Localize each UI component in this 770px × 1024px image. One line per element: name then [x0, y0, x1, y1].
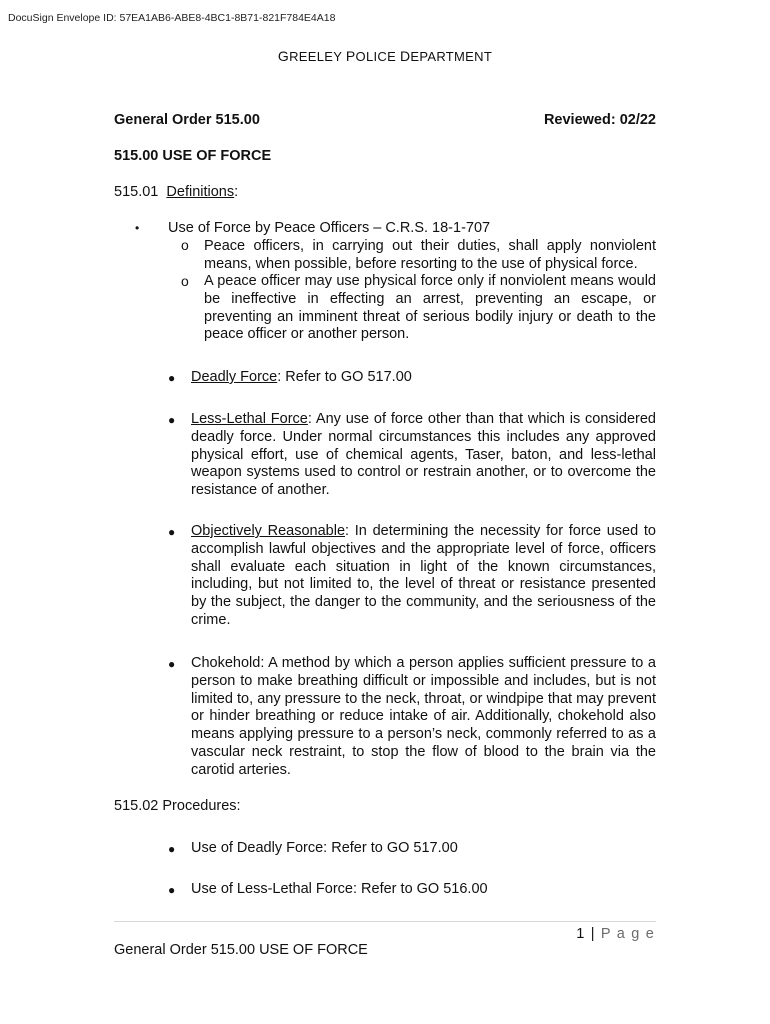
- definition-deadly-force: Deadly Force: Refer to GO 517.00: [191, 369, 412, 385]
- crs-subitem-1: Peace officers, in carrying out their duties, shall apply nonviolent means, when possible, before resorting to the use of physical force.: [204, 238, 656, 272]
- bullet-icon: ●: [168, 842, 176, 856]
- bullet-icon: ●: [168, 883, 176, 897]
- bullet-icon: •: [135, 221, 140, 235]
- bullet-icon: ●: [168, 371, 176, 385]
- section-definitions-heading: 515.01 Definitions:: [114, 184, 239, 200]
- bullet-icon: ●: [168, 657, 176, 671]
- sub-bullet-icon: o: [181, 273, 189, 289]
- order-title: 515.00 USE OF FORCE: [114, 148, 272, 164]
- general-order-number: General Order 515.00: [114, 112, 260, 128]
- bullet-icon: ●: [168, 413, 176, 427]
- page-number: 1 | P a g e: [576, 926, 655, 942]
- sub-bullet-icon: o: [181, 237, 189, 253]
- reviewed-date: Reviewed: 02/22: [543, 112, 656, 128]
- definition-less-lethal-force: Less-Lethal Force: Any use of force other than that which is considered deadly force. Under normal circumstances this includes any approved physical effort, use of chemical agents, Taser, baton, and less-lethal weapon systems used to control or restrain another, or to overcome the resistance of another.: [191, 411, 656, 499]
- definition-objectively-reasonable: Objectively Reasonable: In determining the necessity for force used to accomplish lawful objectives and the appropriate level of force, officers shall evaluate each situation in light of the known circumstances, including, but not limited to, the level of threat or resistance presented by the subject, the danger to the community, and the seriousness of the crime.: [191, 523, 656, 628]
- footer-text: General Order 515.00 USE OF FORCE: [114, 942, 368, 958]
- bullet-icon: ●: [168, 525, 176, 539]
- section-procedures-heading: 515.02 Procedures:: [114, 798, 241, 814]
- footer-divider: [114, 921, 656, 922]
- department-name: GREELEY POLICE DEPARTMENT: [277, 48, 493, 64]
- definition-chokehold: Chokehold: A method by which a person applies sufficient pressure to a person to make breathing difficult or impossible and includes, but is not limited to, any pressure to the neck, throat, or windpipe that may prevent or hinder breathing or reduce intake of air. Additionally, chokehold also means applying pressure to a person’s neck, commonly referred to as a vascular neck restraint, to stop the flow of blood to the brain via the carotid arteries.: [191, 655, 656, 778]
- procedure-deadly-force: Use of Deadly Force: Refer to GO 517.00: [191, 840, 458, 856]
- docusign-envelope-id: DocuSign Envelope ID: 57EA1AB6-ABE8-4BC1-8B71-821F784E4A18: [8, 12, 336, 24]
- crs-heading: Use of Force by Peace Officers – C.R.S. 18-1-707: [168, 220, 491, 236]
- procedure-less-lethal-force: Use of Less-Lethal Force: Refer to GO 516.00: [191, 881, 488, 897]
- crs-subitem-2: A peace officer may use physical force only if nonviolent means would be ineffective in effecting an arrest, preventing an escape, or preventing an imminent threat of serious bodily injury or death to the peace officer or another person.: [204, 273, 656, 343]
